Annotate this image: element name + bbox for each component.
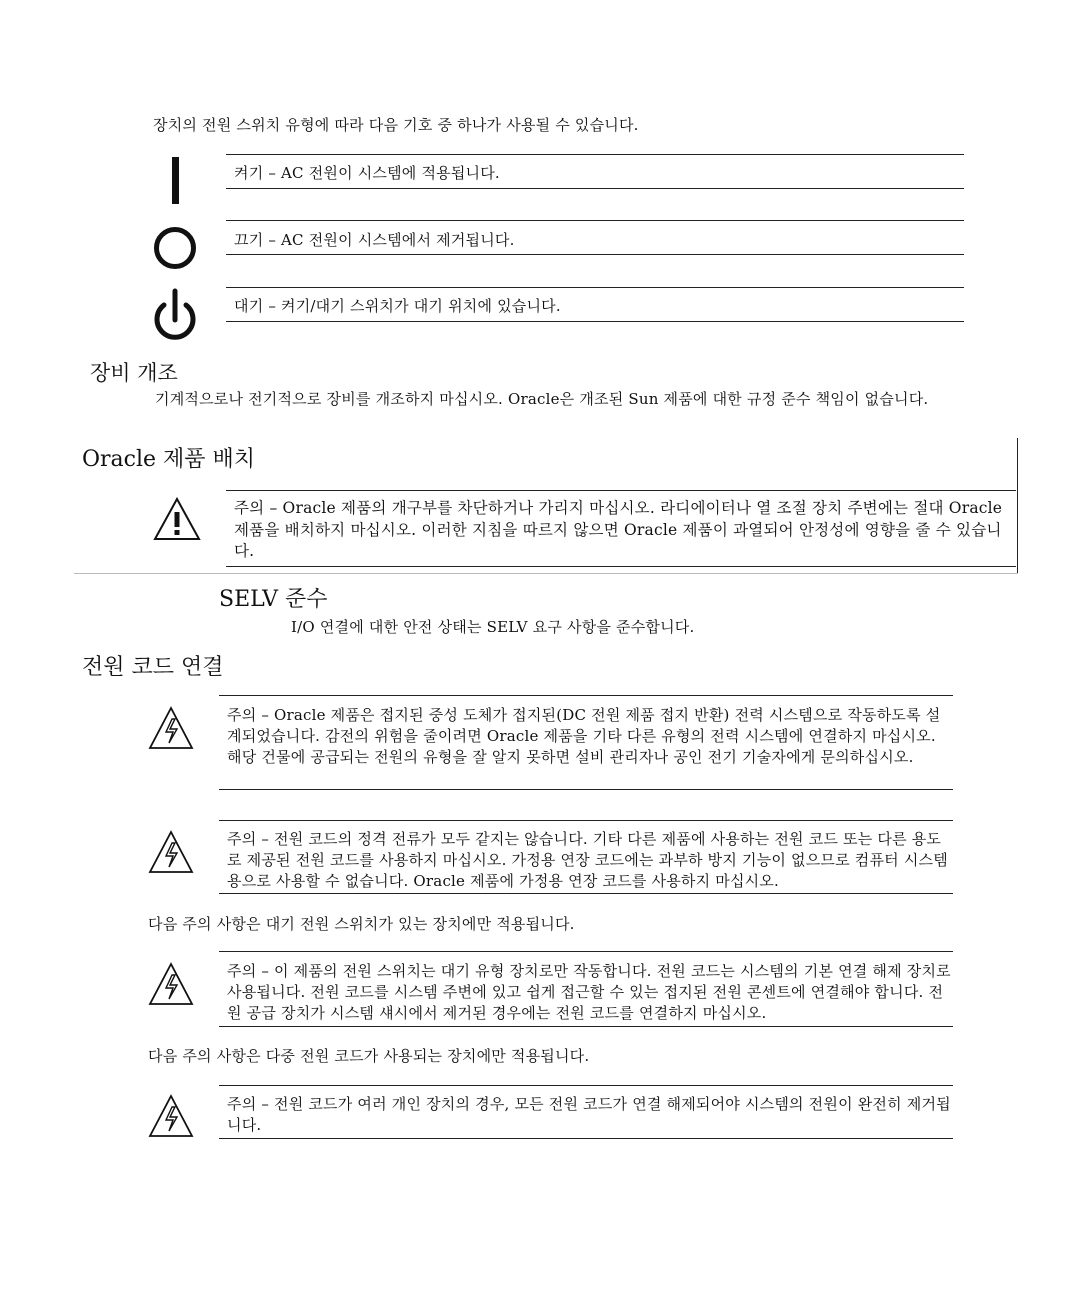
power-cord-heading: 전원 코드 연결 — [82, 655, 224, 680]
caution-rule — [219, 1085, 953, 1086]
caution-rule — [219, 820, 953, 821]
selv-body: I/O 연결에 대한 안전 상태는 SELV 요구 사항을 준수합니다. — [291, 618, 695, 636]
power-cord-caution-4: 주의 – 전원 코드가 여러 개인 장치의 경우, 모든 전원 코드가 연결 해제되어야 시스템의 전원이 완전히 제거됩니다. — [227, 1095, 951, 1134]
caution-rule — [219, 951, 953, 952]
table-rule — [226, 321, 964, 322]
caution-rule — [219, 789, 953, 790]
electric-hazard-icon — [148, 830, 194, 874]
multi-cord-note: 다음 주의 사항은 다중 전원 코드가 사용되는 장치에만 적용됩니다. — [148, 1047, 590, 1065]
electric-hazard-icon — [148, 962, 194, 1006]
selv-heading: SELV 준수 — [219, 587, 328, 612]
table-rule — [226, 154, 964, 155]
section-border — [74, 573, 1018, 574]
power-off-icon — [152, 225, 198, 271]
table-rule — [226, 220, 964, 221]
caution-rule — [219, 893, 953, 894]
caution-rule — [226, 490, 1016, 491]
modification-heading: 장비 개조 — [90, 361, 178, 385]
caution-rule — [219, 1026, 953, 1027]
power-cord-caution-2: 주의 – 전원 코드의 정격 전류가 모두 같지는 않습니다. 기타 다른 제품에 사용하는 전원 코드 또는 다른 용도로 제공된 전원 코드를 사용하지 마십시오. 가정용 연장 코드에는 과부하 방지 기능이 없으므로 컴퓨터 시스템용으로 사용할 수 없습니다. Oracle 제품에 가정용 연장 코드를 사용하지 마십시오. — [227, 830, 948, 890]
power-on-icon — [168, 156, 184, 206]
section-border — [1017, 438, 1018, 573]
caution-rule — [226, 566, 1016, 567]
intro-text: 장치의 전원 스위치 유형에 따라 다음 기호 중 하나가 사용될 수 있습니다. — [153, 116, 639, 134]
symbol-on-text: 켜기 – AC 전원이 시스템에 적용됩니다. — [234, 164, 500, 182]
standby-note: 다음 주의 사항은 대기 전원 스위치가 있는 장치에만 적용됩니다. — [148, 915, 575, 933]
standby-icon — [150, 288, 200, 346]
caution-triangle-icon — [152, 496, 202, 542]
symbol-standby-text: 대기 – 켜기/대기 스위치가 대기 위치에 있습니다. — [234, 297, 561, 315]
caution-rule — [219, 695, 953, 696]
caution-rule — [219, 1138, 953, 1139]
symbol-off-text: 끄기 – AC 전원이 시스템에서 제거됩니다. — [234, 231, 515, 249]
power-cord-caution-3: 주의 – 이 제품의 전원 스위치는 대기 유형 장치로만 작동합니다. 전원 코드는 시스템의 기본 연결 해제 장치로 사용됩니다. 전원 코드를 시스템 주변에 있고 쉽게 접근할 수 있는 접지된 전원 콘센트에 연결해야 합니다. 전원 공급 장치가 시스템 섀시에서 제거된 경우에는 전원 코드를 연결하지 마십시오. — [227, 962, 951, 1022]
placement-caution: 주의 – Oracle 제품의 개구부를 차단하거나 가리지 마십시오. 라디에이터나 열 조절 장치 주변에는 절대 Oracle 제품을 배치하지 마십시오. 이러한 지침을 따르지 않으면 Oracle 제품이 과열되어 안정성에 영향을 줄 수 있습니다. — [234, 499, 1003, 560]
modification-body: 기계적으로나 전기적으로 장비를 개조하지 마십시오. Oracle은 개조된 Sun 제품에 대한 규정 준수 책임이 없습니다. — [155, 390, 929, 408]
table-rule — [226, 188, 964, 189]
electric-hazard-icon — [148, 706, 194, 750]
placement-heading: Oracle 제품 배치 — [82, 447, 256, 472]
electric-hazard-icon — [148, 1094, 194, 1138]
power-cord-caution-1: 주의 – Oracle 제품은 접지된 중성 도체가 접지된(DC 전원 제품 접지 반환) 전력 시스템으로 작동하도록 설계되었습니다. 감전의 위험을 줄이려면 Oracle 제품을 기타 다른 유형의 전력 시스템에 연결하지 마십시오. 해당 건물에 공급되는 전원의 유형을 잘 알지 못하면 설비 관리자나 공인 전기 기술자에게 문의하십시오. — [227, 706, 941, 766]
table-rule — [226, 287, 964, 288]
table-rule — [226, 254, 964, 255]
